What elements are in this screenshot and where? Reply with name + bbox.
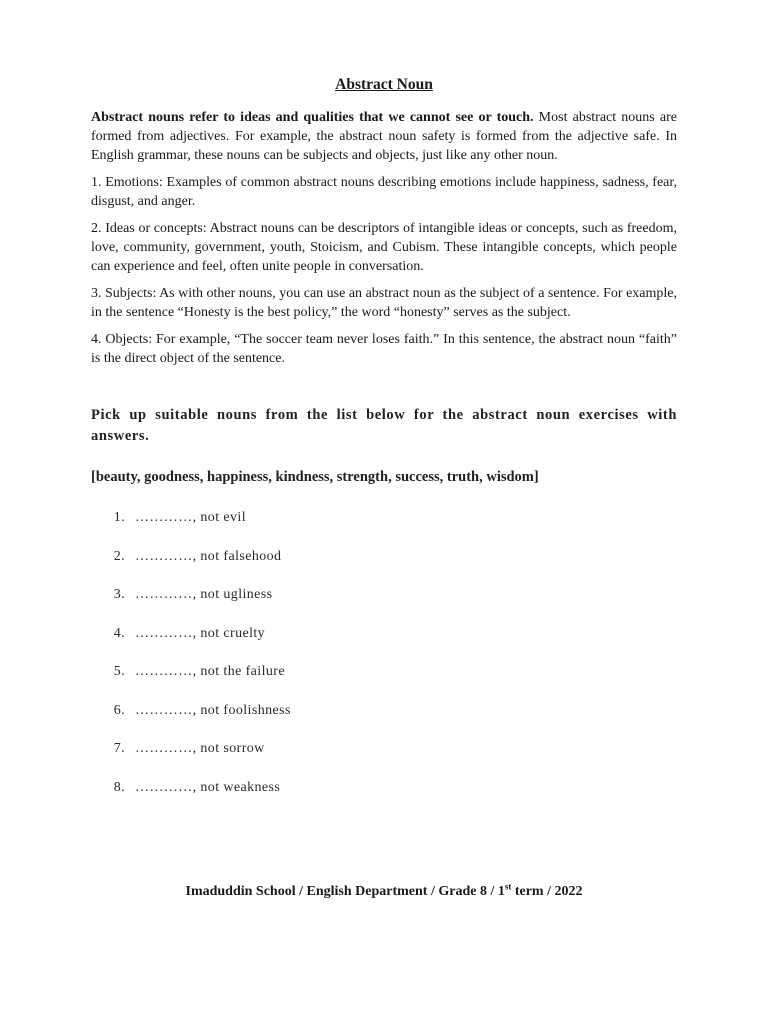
item-number: 8. (113, 779, 125, 795)
exercise-item (91, 586, 677, 625)
exercise-item (91, 779, 677, 818)
item-text: , not weakness (192, 779, 281, 795)
item-number: 4. (113, 625, 125, 641)
exercise-item (91, 702, 677, 741)
point-objects: 4. Objects: For example, “The soccer team never loses faith.” In this sentence, the abstract noun “faith” is the direct object of the sentence. (91, 332, 677, 366)
answer-blank: ………… (135, 587, 193, 602)
document-page (91, 74, 677, 817)
word-list: [beauty, goodness, happiness, kindness, strength, success, truth, wisdom] (91, 469, 539, 485)
item-text: , not the failure (192, 664, 285, 679)
answer-blank: ………… (135, 625, 193, 641)
answer-blank: ………… (135, 664, 193, 679)
exercise-item (91, 663, 677, 702)
item-text: , not cruelty (192, 625, 266, 641)
item-number: 1. (113, 510, 125, 525)
item-number: 7. (113, 741, 125, 756)
item-text: , not sorrow (192, 741, 265, 756)
point-subjects: 3. Subjects: As with other nouns, you can use an abstract noun as the subject of a sentence. For example, in the sentence “Honesty is the best policy,” the word “honesty” serves as the subject. (91, 286, 677, 320)
exercise-item (91, 740, 677, 779)
item-text: , not falsehood (192, 548, 282, 564)
page-title: Abstract Noun (335, 76, 433, 93)
footer-text-end: term / 2022 (511, 884, 583, 899)
answer-blank: ………… (135, 510, 193, 525)
item-text: , not foolishness (192, 702, 291, 718)
point-emotions: 1. Emotions: Examples of common abstract nouns describing emotions include happiness, sadness, fear, disgust, and anger. (91, 175, 677, 209)
answer-blank: ………… (135, 779, 193, 795)
item-text: , not ugliness (192, 587, 273, 602)
intro-paragraph (91, 108, 677, 165)
intro-bold-text: Abstract nouns refer to ideas and qualities that we cannot see or touch. (91, 110, 534, 125)
exercise-item (91, 625, 677, 664)
footer-text: Imaduddin School / English Department / Grade 8 / 1 (185, 884, 505, 899)
item-number: 5. (113, 664, 125, 679)
intro-text: Most abstract nouns are formed from adjectives. For example, the abstract noun safety is formed from the adjective safe. In English grammar, these nouns can be subjects and objects, just like any other noun. (91, 110, 677, 163)
answer-blank: ………… (135, 548, 193, 564)
exercise-list (91, 509, 677, 817)
item-number: 3. (113, 587, 125, 602)
exercise-item (91, 548, 677, 587)
item-number: 6. (113, 702, 125, 718)
page-footer (0, 882, 768, 902)
item-text: , not evil (192, 510, 246, 525)
point-ideas-concepts: 2. Ideas or concepts: Abstract nouns can be descriptors of intangible ideas or concepts, such as freedom, love, community, government, youth, Stoicism, and Cubism. These intangible concepts, which people can experience and feel, often unite people in conversation. (91, 221, 677, 274)
item-number: 2. (113, 548, 125, 564)
answer-blank: ………… (135, 741, 193, 756)
answer-blank: ………… (135, 702, 193, 718)
footer-ordinal-suffix: st (504, 881, 512, 892)
exercise-prompt: Pick up suitable nouns from the list below for the abstract noun exercises with answers. (91, 407, 677, 444)
exercise-item (91, 509, 677, 548)
